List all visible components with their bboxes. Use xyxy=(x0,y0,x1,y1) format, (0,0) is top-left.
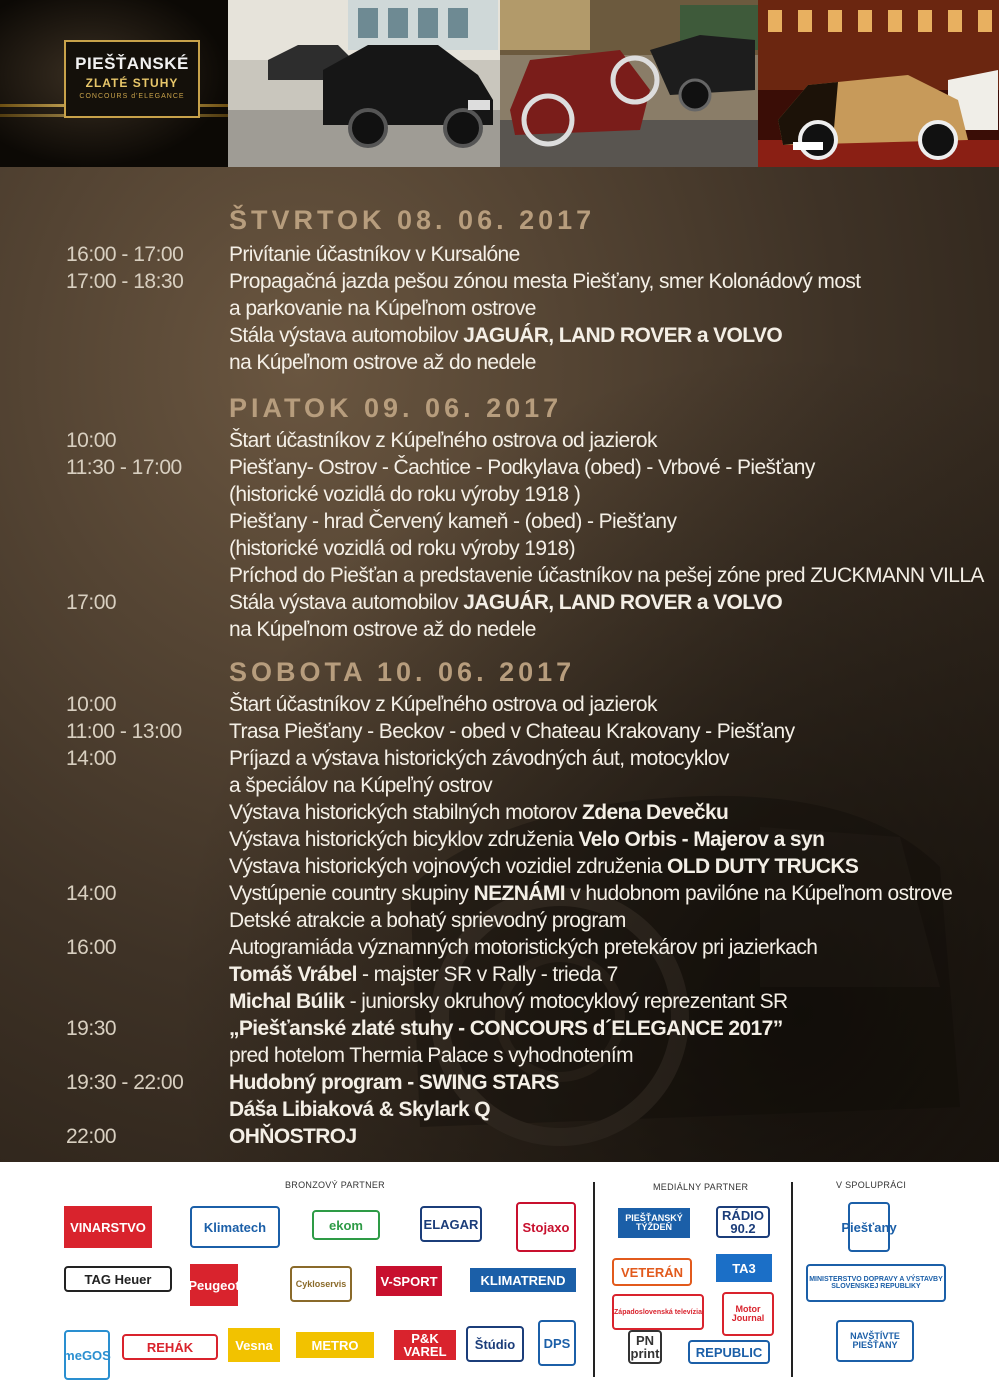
event-text: Autogramiáda významných motoristických pretekárov pri jazierkach xyxy=(229,936,818,959)
event-text: Propagačná jazda pešou zónou mesta Piešťany, smer Kolonádový most xyxy=(229,270,861,293)
schedule-row xyxy=(0,564,999,591)
event-time: 16:00 - 17:00 xyxy=(66,243,184,266)
sponsor-logo: PIEŠŤANSKÝ TÝŽDEŇ xyxy=(618,1208,690,1238)
schedule-row xyxy=(0,1125,999,1152)
sponsor-logo: Peugeot xyxy=(190,1264,238,1306)
event-text: Trasa Piešťany - Beckov - obed v Chateau Krakovany - Piešťany xyxy=(229,720,795,743)
event-description xyxy=(229,483,580,507)
event-text: Stála výstava automobilov xyxy=(229,324,464,347)
event-description xyxy=(229,270,861,294)
sponsor-logo: Západoslovenská televízia xyxy=(612,1294,704,1330)
photo-vintage-cars-street xyxy=(228,0,500,167)
schedule-row xyxy=(0,693,999,720)
sponsor-logo: REPUBLIC xyxy=(688,1340,770,1364)
event-description xyxy=(229,243,520,267)
schedule-row xyxy=(0,990,999,1017)
event-description xyxy=(229,909,626,933)
event-text: Piešťany - hrad Červený kameň - (obed) - Piešťany xyxy=(229,510,677,533)
sponsor-logo: METRO xyxy=(296,1332,374,1358)
event-description xyxy=(229,747,729,771)
event-text: (historické vozidlá do roku výroby 1918 ) xyxy=(229,483,581,506)
event-text: v hudobnom pavilóne na Kúpeľnom ostrove xyxy=(564,882,953,905)
schedule-row xyxy=(0,774,999,801)
schedule-row xyxy=(0,297,999,324)
event-description xyxy=(229,456,815,480)
sponsor-logo: meGOS xyxy=(64,1330,110,1380)
event-time: 22:00 xyxy=(66,1125,117,1148)
event-description xyxy=(229,591,782,615)
event-text: Detské atrakcie a bohatý sprievodný program xyxy=(229,909,626,932)
event-text: Vystúpenie country skupiny xyxy=(229,882,474,905)
event-time: 19:30 xyxy=(66,1017,117,1040)
schedule-row xyxy=(0,591,999,618)
event-description xyxy=(229,963,618,987)
event-text: Príjazd a výstava historických závodných áut, motocyklov xyxy=(229,747,729,770)
event-description xyxy=(229,1098,490,1122)
event-time: 19:30 - 22:00 xyxy=(66,1071,184,1094)
sponsor-logo: Stojaxo xyxy=(516,1202,576,1252)
event-time: 10:00 xyxy=(66,429,117,452)
event-description xyxy=(229,855,858,879)
day-heading-thursday: ŠTVRTOK 08. 06. 2017 xyxy=(229,205,596,235)
sponsor-logo: V-SPORT xyxy=(376,1266,442,1296)
event-text: pred hotelom Thermia Palace s vyhodnotením xyxy=(229,1044,633,1067)
sponsor-logo: RÁDIO 90.2 xyxy=(716,1206,770,1238)
event-description xyxy=(229,324,782,348)
schedule-row xyxy=(0,483,999,510)
event-highlight: Velo Orbis - Majerov a syn xyxy=(578,828,825,851)
event-text: Výstava historických stabilných motorov xyxy=(229,801,582,824)
event-time: 11:30 - 17:00 xyxy=(66,456,182,479)
sponsor-logo: NAVŠTÍVTE PIEŠŤANY xyxy=(836,1320,914,1362)
event-text: Štart účastníkov z Kúpeľného ostrova od jazierok xyxy=(229,693,657,716)
schedule-row xyxy=(0,618,999,645)
event-description xyxy=(229,801,728,825)
schedule-row xyxy=(0,855,999,882)
event-text: a špeciálov na Kúpeľný ostrov xyxy=(229,774,493,797)
event-description xyxy=(229,564,984,588)
schedule-row xyxy=(0,1017,999,1044)
schedule-row xyxy=(0,1044,999,1071)
event-text: Výstava historických bicyklov združenia xyxy=(229,828,579,851)
sponsor-logo: Vesna xyxy=(228,1328,280,1362)
schedule-row xyxy=(0,801,999,828)
bronze-partner-label: BRONZOVÝ PARTNER xyxy=(285,1180,385,1190)
sponsor-logo: Cykloservis xyxy=(290,1266,352,1302)
event-text: a parkovanie na Kúpeľnom ostrove xyxy=(229,297,536,320)
event-highlight: Tomáš Vrábel xyxy=(229,963,357,986)
event-highlight: Zdena Devečku xyxy=(581,801,729,824)
event-description xyxy=(229,1071,559,1095)
day-heading-saturday: SOBOTA 10. 06. 2017 xyxy=(229,657,576,687)
event-description xyxy=(229,351,536,375)
logo-line-1: PIEŠŤANSKÉ xyxy=(75,54,189,73)
schedule-row xyxy=(0,828,999,855)
event-description xyxy=(229,720,795,744)
event-time: 16:00 xyxy=(66,936,117,959)
sponsor-logo: ekom xyxy=(312,1210,380,1240)
event-time: 17:00 - 18:30 xyxy=(66,270,184,293)
event-description xyxy=(229,618,536,642)
event-description xyxy=(229,429,657,453)
event-time: 14:00 xyxy=(66,747,117,770)
event-time: 17:00 xyxy=(66,591,117,614)
schedule-row xyxy=(0,963,999,990)
event-highlight: Hudobný program - SWING STARS xyxy=(229,1071,559,1094)
sponsor-logo: MINISTERSTVO DOPRAVY A VÝSTAVBY SLOVENSKEJ REPUBLIKY xyxy=(806,1264,946,1302)
event-highlight: OLD DUTY TRUCKS xyxy=(667,855,859,878)
photo-night-palace-car xyxy=(758,0,999,167)
schedule-row xyxy=(0,243,999,270)
event-description xyxy=(229,1044,633,1068)
section-divider xyxy=(791,1182,793,1377)
event-description xyxy=(229,537,575,561)
event-time: 14:00 xyxy=(66,882,117,905)
logo-line-3: CONCOURS d'ELEGANCE xyxy=(79,93,185,100)
sponsor-logo: DPS xyxy=(538,1320,576,1366)
event-text: Privítanie účastníkov v Kursalóne xyxy=(229,243,520,266)
cooperation-label: V SPOLUPRÁCI xyxy=(836,1180,907,1190)
event-text: Výstava historických vojnových vozidiel združenia xyxy=(229,855,668,878)
event-text: Stála výstava automobilov xyxy=(229,591,464,614)
photo-red-veteran-car xyxy=(500,0,758,167)
event-time: 11:00 - 13:00 xyxy=(66,720,182,743)
section-divider xyxy=(593,1182,595,1377)
event-highlight: Dáša Libiaková & Skylark Q xyxy=(229,1098,491,1121)
event-description xyxy=(229,774,492,798)
event-description xyxy=(229,1017,783,1041)
sponsors-footer xyxy=(0,1162,999,1400)
sponsor-logo: Motor Journal xyxy=(722,1292,774,1336)
sponsor-logo: VINARSTVO xyxy=(64,1206,152,1248)
logo-panel xyxy=(0,0,228,167)
schedule-row xyxy=(0,720,999,747)
event-text: - majster SR v Rally - trieda 7 xyxy=(356,963,618,986)
event-highlight: JAGUÁR, LAND ROVER a VOLVO xyxy=(463,591,783,614)
day-heading-friday: PIATOK 09. 06. 2017 xyxy=(229,393,563,423)
event-text: na Kúpeľnom ostrove až do nedele xyxy=(229,618,536,641)
sponsor-logo: Klimatech xyxy=(190,1206,280,1248)
event-highlight: „Piešťanské zlaté stuhy - CONCOURS d´ELEGANCE 2017” xyxy=(229,1017,783,1040)
event-description xyxy=(229,693,657,717)
schedule-row xyxy=(0,270,999,297)
event-time: 10:00 xyxy=(66,693,117,716)
logo-line-2: ZLATÉ STUHY xyxy=(85,76,179,90)
event-text: Piešťany- Ostrov - Čachtice - Podkylava (obed) - Vrbové - Piešťany xyxy=(229,456,815,479)
event-highlight: Michal Búlik xyxy=(229,990,345,1013)
sponsor-logo: PN print xyxy=(628,1330,662,1364)
schedule-row xyxy=(0,747,999,774)
schedule-row xyxy=(0,936,999,963)
sponsor-logo: Piešťany xyxy=(848,1202,890,1252)
event-description xyxy=(229,1125,357,1149)
schedule-row xyxy=(0,537,999,564)
event-text: Štart účastníkov z Kúpeľného ostrova od jazierok xyxy=(229,429,657,452)
event-highlight: OHŇOSTROJ xyxy=(229,1125,357,1148)
schedule-row xyxy=(0,1071,999,1098)
event-description xyxy=(229,936,817,960)
schedule-row xyxy=(0,909,999,936)
sponsor-logo: P&K VAREL xyxy=(394,1330,456,1360)
event-description xyxy=(229,882,952,906)
event-description xyxy=(229,828,824,852)
event-highlight: JAGUÁR, LAND ROVER a VOLVO xyxy=(463,324,783,347)
event-description xyxy=(229,990,788,1014)
sponsor-logo: Štúdio xyxy=(466,1326,524,1362)
sponsor-logo: TA3 xyxy=(716,1254,772,1282)
event-text: Príchod do Piešťan a predstavenie účastníkov na pešej zóne pred ZUCKMANN VILLA xyxy=(229,564,984,587)
event-logo xyxy=(64,40,200,118)
schedule-row xyxy=(0,351,999,378)
sponsor-logo: REHÁK xyxy=(122,1334,218,1360)
event-description xyxy=(229,297,536,321)
schedule-row xyxy=(0,456,999,483)
schedule-row xyxy=(0,324,999,351)
sponsor-logo: VETERÁN xyxy=(612,1258,692,1286)
event-text: - juniorsky okruhový motocyklový reprezentant SR xyxy=(344,990,788,1013)
event-description xyxy=(229,510,676,534)
sponsor-logo: TAG Heuer xyxy=(64,1266,172,1292)
schedule-row xyxy=(0,429,999,456)
event-text: na Kúpeľnom ostrove až do nedele xyxy=(229,351,536,374)
event-text: (historické vozidlá od roku výroby 1918) xyxy=(229,537,576,560)
event-highlight: NEZNÁMI xyxy=(473,882,565,905)
header-banner xyxy=(0,0,999,167)
schedule-row xyxy=(0,882,999,909)
media-partner-label: MEDIÁLNY PARTNER xyxy=(653,1182,749,1192)
sponsor-logo: ELAGAR xyxy=(420,1206,482,1242)
sponsor-logo: KLIMATREND xyxy=(470,1268,576,1292)
event-schedule xyxy=(0,167,999,1162)
schedule-row xyxy=(0,1098,999,1125)
schedule-row xyxy=(0,510,999,537)
